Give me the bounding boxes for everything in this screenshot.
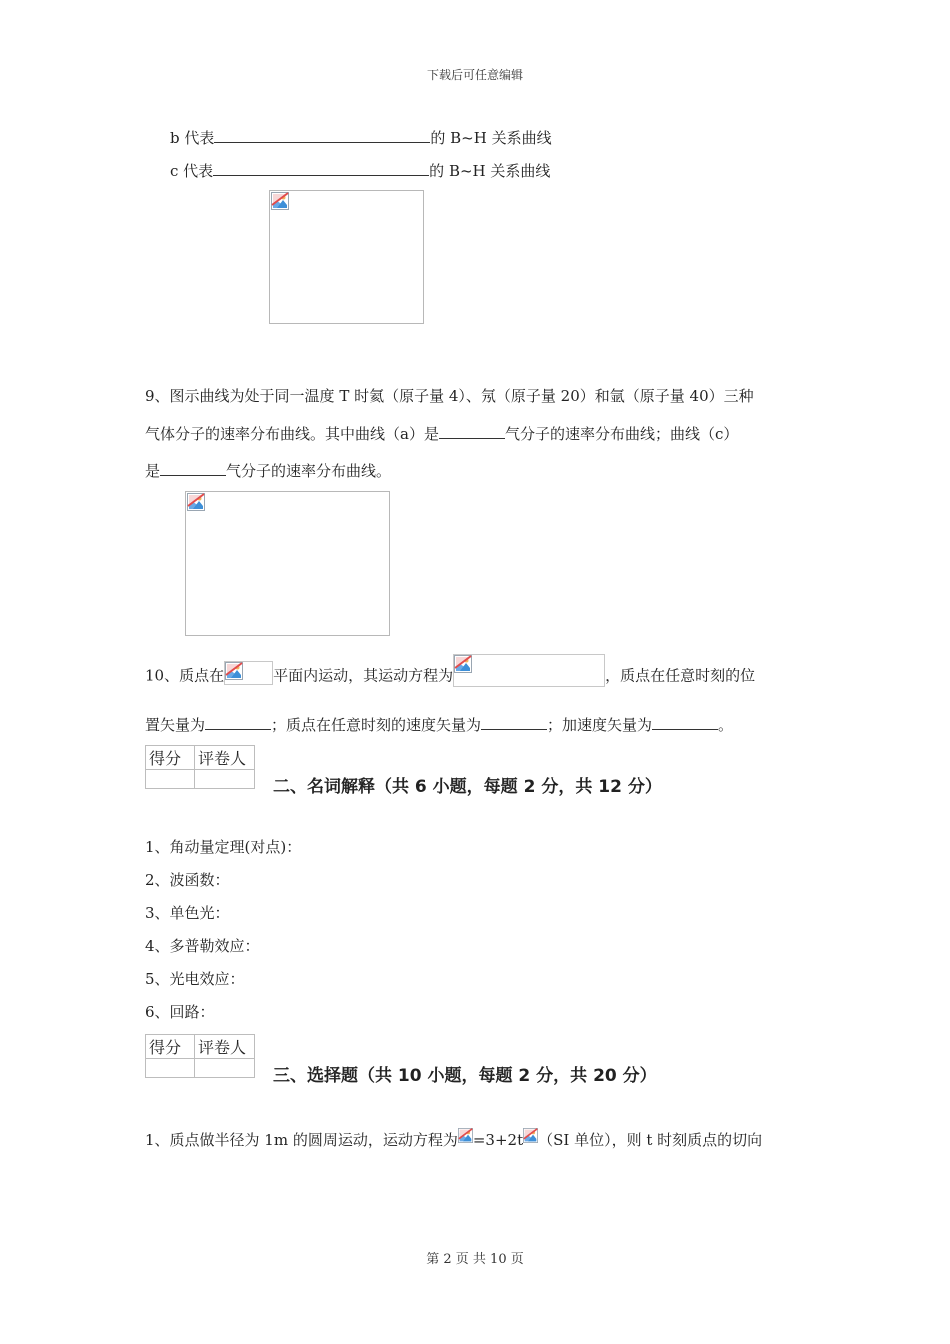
blank-position — [205, 714, 271, 730]
q10-part3: ，质点在任意时刻的位 — [605, 666, 756, 685]
theta-image — [458, 1128, 473, 1146]
s3-q1-b: =3+2t — [472, 1131, 524, 1149]
t-squared-image — [523, 1128, 538, 1146]
q10-part1: 10、质点在 — [145, 666, 225, 685]
section-3-title: 三、选择题（共 10 小题，每题 2 分，共 20 分） — [273, 1066, 657, 1086]
blank-b — [214, 127, 430, 143]
line-b — [170, 127, 552, 148]
q9-line3-b: 气分子的速率分布曲线。 — [226, 462, 392, 480]
q9-line2-b: 气分子的速率分布曲线；曲线（c） — [504, 425, 739, 443]
grader-label: 评卷人 — [195, 746, 255, 770]
speed-distribution-image — [185, 491, 390, 636]
q10-part2: 平面内运动，其运动方程为 — [273, 666, 454, 685]
q10-line2-a: 置矢量为 — [145, 716, 206, 734]
grader-cell[interactable] — [195, 1059, 255, 1078]
blank-velocity — [481, 714, 547, 730]
score-label: 得分 — [146, 746, 195, 770]
line-c-prefix: c 代表 — [170, 162, 214, 180]
q10-line2-d: 。 — [718, 716, 734, 734]
page-footer: 第 2 页 共 10 页 — [426, 1252, 524, 1267]
q10-line2 — [145, 714, 733, 735]
q9-line1: 9、图示曲线为处于同一温度 T 时氦（原子量 4）、氖（原子量 20）和氩（原子量 40）三种 — [145, 387, 754, 405]
line-b-prefix: b 代表 — [170, 129, 215, 147]
motion-equation-image — [453, 654, 605, 687]
blank-q9-c — [160, 460, 226, 476]
q9-line2 — [145, 423, 738, 444]
term-item: 1、角动量定理(对点)： — [145, 838, 302, 856]
q9-line3 — [145, 460, 391, 481]
grader-label: 评卷人 — [195, 1035, 255, 1059]
score-cell[interactable] — [146, 770, 195, 789]
blank-c — [213, 160, 429, 176]
broken-image-icon — [225, 662, 243, 680]
term-item: 3、单色光： — [145, 904, 230, 922]
term-item: 2、波函数： — [145, 871, 230, 889]
blank-q9-a — [439, 423, 505, 439]
s3-q1-a: 1、质点做半径为 1m 的圆周运动，运动方程为 — [145, 1131, 458, 1149]
q10-line1 — [145, 660, 755, 694]
broken-image-icon — [271, 192, 289, 210]
broken-image-icon — [454, 655, 472, 673]
s3-q1-line — [145, 1130, 762, 1150]
score-cell[interactable] — [146, 1059, 195, 1078]
score-table-2 — [145, 745, 255, 789]
section-2-title: 二、名词解释（共 6 小题，每题 2 分，共 12 分） — [273, 777, 662, 797]
blank-acceleration — [652, 714, 718, 730]
q9-line2-a: 气体分子的速率分布曲线。其中曲线（a）是 — [145, 425, 439, 443]
grader-cell[interactable] — [195, 770, 255, 789]
bh-curve-image — [269, 190, 424, 324]
term-item: 4、多普勒效应： — [145, 937, 260, 955]
broken-image-icon — [458, 1128, 473, 1143]
term-item: 5、光电效应： — [145, 970, 245, 988]
q10-line2-c: ；加速度矢量为 — [547, 716, 653, 734]
broken-image-icon — [523, 1128, 538, 1143]
broken-image-icon — [187, 493, 205, 511]
q10-line2-b: ；质点在任意时刻的速度矢量为 — [271, 716, 482, 734]
score-table-3 — [145, 1034, 255, 1078]
xy-plane-image — [224, 661, 273, 685]
line-b-suffix: 的 B~H 关系曲线 — [430, 129, 552, 147]
q9-line3-a: 是 — [145, 462, 161, 480]
term-item: 6、回路： — [145, 1003, 215, 1021]
score-label: 得分 — [146, 1035, 195, 1059]
s3-q1-c: （SI 单位），则 t 时刻质点的切向 — [538, 1131, 763, 1149]
line-c-suffix: 的 B~H 关系曲线 — [429, 162, 551, 180]
line-c — [170, 160, 550, 181]
page-header: 下载后可任意编辑 — [426, 68, 523, 82]
